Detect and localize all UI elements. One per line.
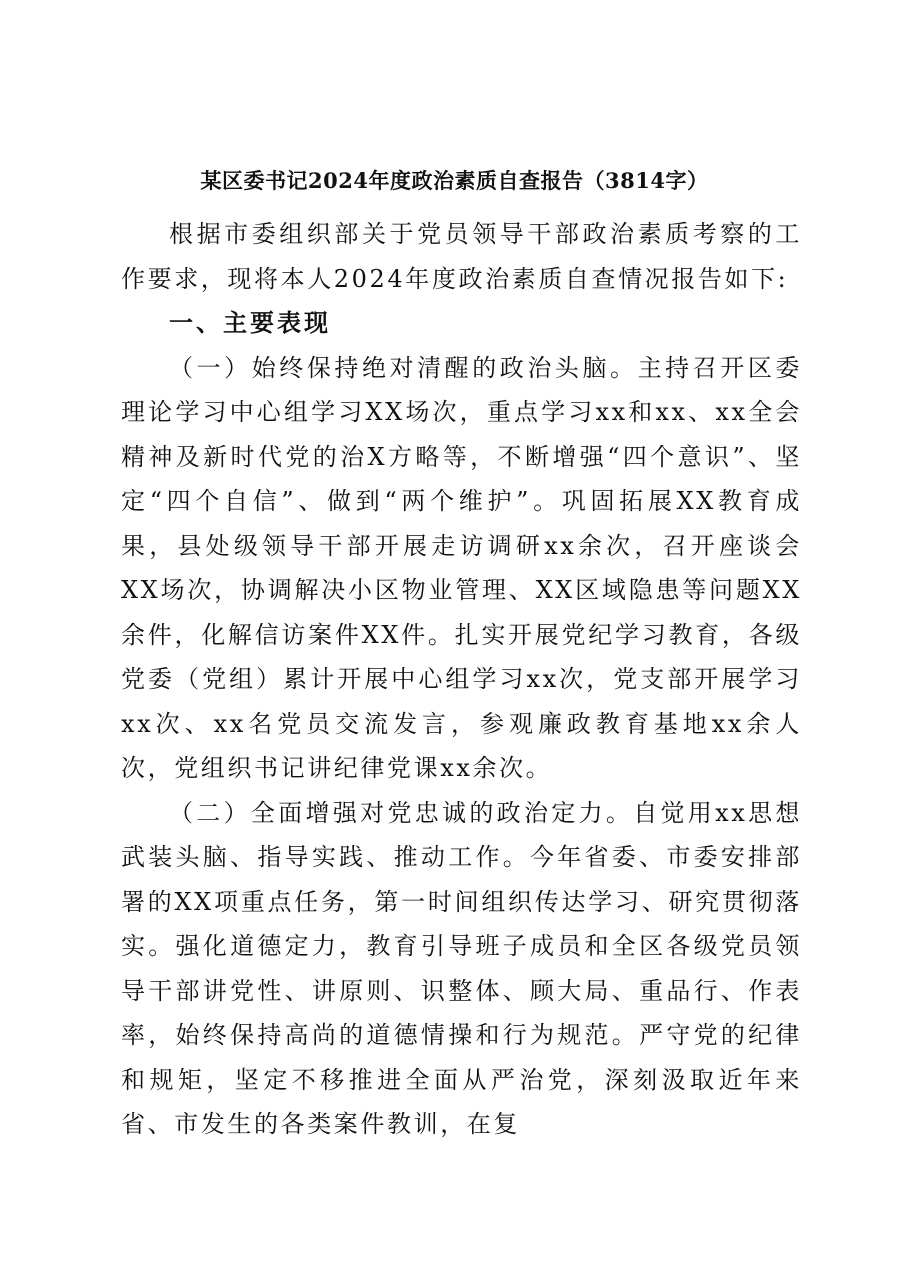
paragraph-1: （一）始终保持绝对清醒的政治头脑。主持召开区委理论学习中心组学习XX场次，重点学习xx和xx、xx全会精神及新时代党的治X方略等，不断增强“四个意识”、坚定“四个自信”、做到“两个维护”。巩固拓展XX教育成果，县处级领导干部开展走访调研xx余次，召开座谈会XX场次，协调解决小区物业管理、XX区域隐患等问题XX余件，化解信访案件XX件。扎实开展党纪学习教育，各级党委（党组）累计开展中心组学习xx次，党支部开展学习xx次、xx名党员交流发言，参观廉政教育基地xx余人次，党组织书记讲纪律党课xx余次。 [121,353,802,782]
intro-paragraph: 根据市委组织部关于党员领导干部政治素质考察的工作要求，现将本人2024年度政治素质自查情况报告如下: [121,220,802,293]
document-title: 某区委书记2024年度政治素质自查报告（3814字） [200,168,709,193]
section-heading: 一、主要表现 [169,309,331,337]
paragraph-2: （二）全面增强对党忠诚的政治定力。自觉用xx思想武装头脑、指导实践、推动工作。今年省委、市委安排部署的XX项重点任务，第一时间组织传达学习、研究贯彻落实。强化道德定力，教育引导班子成员和全区各级党员领导干部讲党性、讲原则、识整体、顾大局、重品行、作表率，始终保持高尚的道德情操和行为规范。严守党的纪律和规矩，坚定不移推进全面从严治党，深刻汲取近年来省、市发生的各类案件教训，在复 [121,798,802,1138]
document-body [121,212,802,1147]
